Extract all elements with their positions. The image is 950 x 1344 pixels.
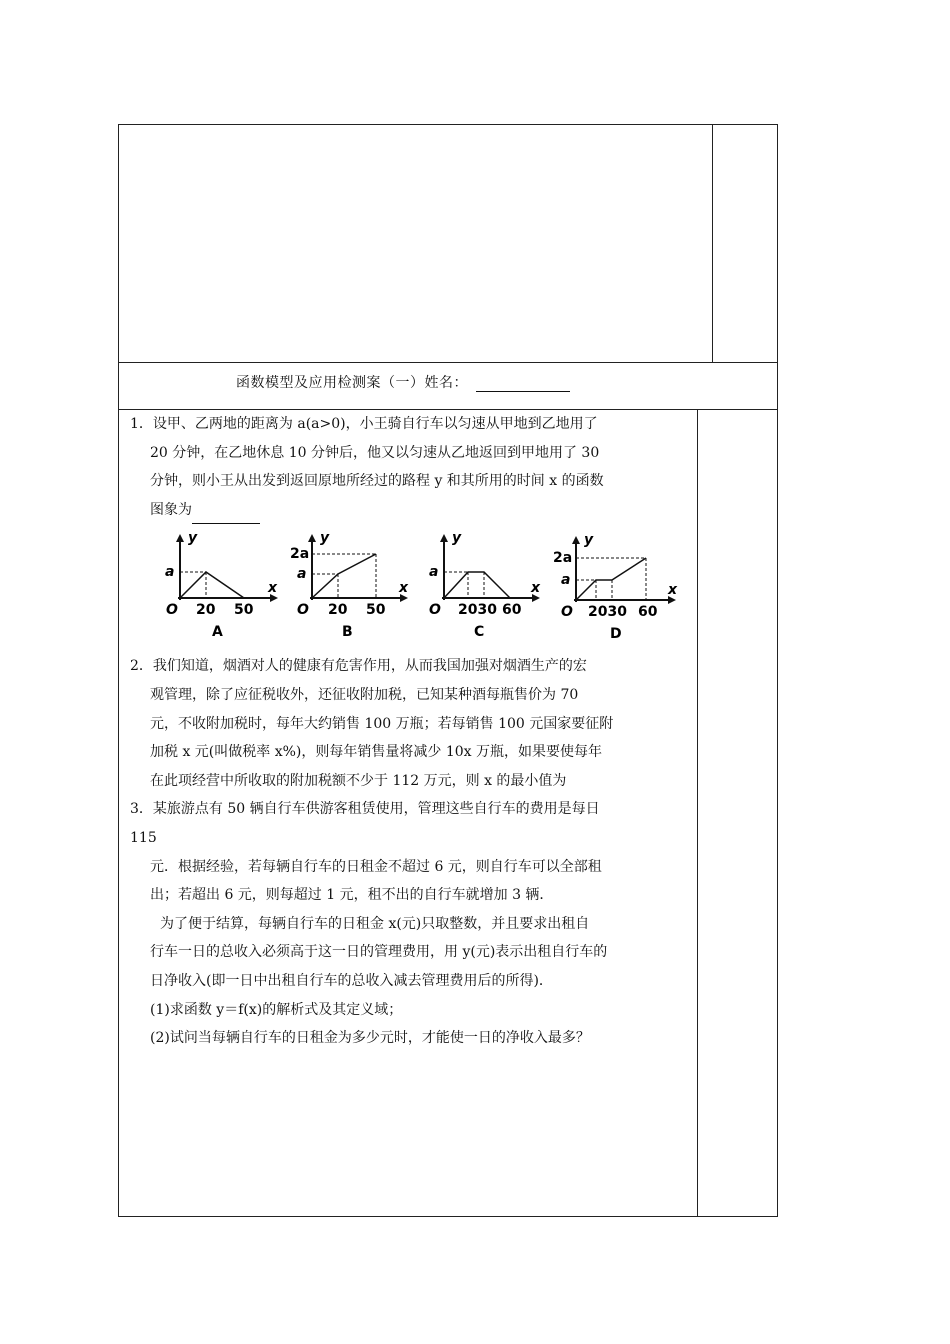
graph-line <box>180 572 244 598</box>
y-tick-a: a <box>429 564 439 581</box>
x-axis-label: x <box>668 582 678 599</box>
origin-label: O <box>429 602 441 619</box>
graph-b <box>288 528 418 646</box>
q3-line-5: 为了便于结算，每辆自行车的日租金 x(元)只取整数，并且要求出租自 <box>160 915 590 932</box>
x-tick-60: 60 <box>502 602 522 619</box>
name-blank[interactable] <box>476 377 570 392</box>
q3-sub-1: (1)求函数 y＝f(x)的解析式及其定义域； <box>150 1001 403 1018</box>
y-tick-2a: 2a <box>553 550 573 567</box>
y-axis-label: y <box>584 532 594 549</box>
q2-line-2: 观管理，除了应征税收外，还征收附加税，已知某种酒每瓶售价为 70 <box>150 686 579 703</box>
graph-options <box>130 528 692 646</box>
x-tick-20: 20 <box>328 602 348 619</box>
q3-line-1: 3．某旅游点有 50 辆自行车供游客租赁使用，管理这些自行车的费用是每日 <box>130 801 600 818</box>
y-axis-arrow <box>440 534 448 542</box>
x-tick-20: 20 <box>196 602 216 619</box>
q2-line-3: 元，不收附加税时，每年大约销售 100 万瓶；若每销售 100 元国家要征附 <box>150 715 614 732</box>
x-tick-2030: 2030 <box>588 604 627 621</box>
x-tick-50: 50 <box>366 602 386 619</box>
y-tick-a: a <box>297 566 307 583</box>
graph-label-a: A <box>212 624 223 641</box>
graph-label-c: C <box>474 624 485 641</box>
origin-label: O <box>166 602 178 619</box>
q3-line-2: 115 <box>130 829 157 846</box>
answer-blank[interactable] <box>192 509 260 524</box>
q2-line-5: 在此项经营中所收取的附加税额不少于 112 万元，则 x 的最小值为 <box>150 772 567 789</box>
x-tick-60: 60 <box>638 604 658 621</box>
graph-label-d: D <box>610 626 622 643</box>
y-axis-label: y <box>452 530 462 547</box>
lower-divider <box>697 409 698 1217</box>
x-axis-label: x <box>399 580 409 597</box>
q3-sub-2: (2)试问当每辆自行车的日租金为多少元时，才能使一日的净收入最多？ <box>150 1030 590 1047</box>
graph-line <box>444 572 510 598</box>
graph-line <box>576 558 646 600</box>
origin-label: O <box>561 604 573 621</box>
x-tick-50: 50 <box>234 602 254 619</box>
q1-line-2: 20 分钟，在乙地休息 10 分钟后，他又以匀速从乙地返回到甲地用了 30 <box>150 444 600 461</box>
q3-line-4: 出；若超出 6 元，则每超过 1 元，租不出的自行车就增加 3 辆． <box>150 887 554 904</box>
y-axis-label: y <box>188 530 198 547</box>
graph-a <box>160 528 290 646</box>
q3-line-7: 日净收入(即一日中出租自行车的总收入减去管理费用后的所得)． <box>150 972 553 989</box>
y-axis-arrow <box>572 536 580 544</box>
graph-c <box>420 528 550 646</box>
y-axis-arrow <box>176 534 184 542</box>
graph-d <box>550 528 690 646</box>
row-divider-1 <box>118 362 778 363</box>
q1-line-4 <box>130 496 692 525</box>
q3-line-6: 行车一日的总收入必须高于这一日的管理费用，用 y(元)表示出租自行车的 <box>150 944 608 961</box>
q2-line-4: 加税 x 元(叫做税率 x%)，则每年销售量将减少 10x 万瓶，如果要使每年 <box>150 744 602 761</box>
x-tick-2030: 2030 <box>458 602 497 619</box>
question-content <box>130 410 692 1053</box>
q3-line-3: 元．根据经验，若每辆自行车的日租金不超过 6 元，则自行车可以全部租 <box>150 858 602 875</box>
y-axis-arrow <box>308 534 316 542</box>
y-tick-a: a <box>165 564 175 581</box>
graph-line <box>312 554 376 598</box>
q2-line-1: 2．我们知道，烟酒对人的健康有危害作用，从而我国加强对烟酒生产的宏 <box>130 658 587 675</box>
origin-label: O <box>297 602 309 619</box>
x-axis-label: x <box>268 580 278 597</box>
graph-label-b: B <box>342 624 353 641</box>
title-text: 函数模型及应用检测案（一）姓名： <box>236 375 468 391</box>
q1-line-3: 分钟，则小王从出发到返回原地所经过的路程 y 和其所用的时间 x 的函数 <box>150 473 604 490</box>
y-tick-a: a <box>561 572 571 589</box>
y-axis-label: y <box>320 530 330 547</box>
q1-line-4-text: 图象为 <box>150 501 192 518</box>
x-axis-label: x <box>531 580 541 597</box>
q1-line-1: 1．设甲、乙两地的距离为 a(a>0)，小王骑自行车以匀速从甲地到乙地用了 <box>130 416 598 432</box>
y-tick-2a: 2a <box>290 546 310 563</box>
worksheet-title <box>236 372 570 392</box>
upper-divider <box>712 124 713 362</box>
